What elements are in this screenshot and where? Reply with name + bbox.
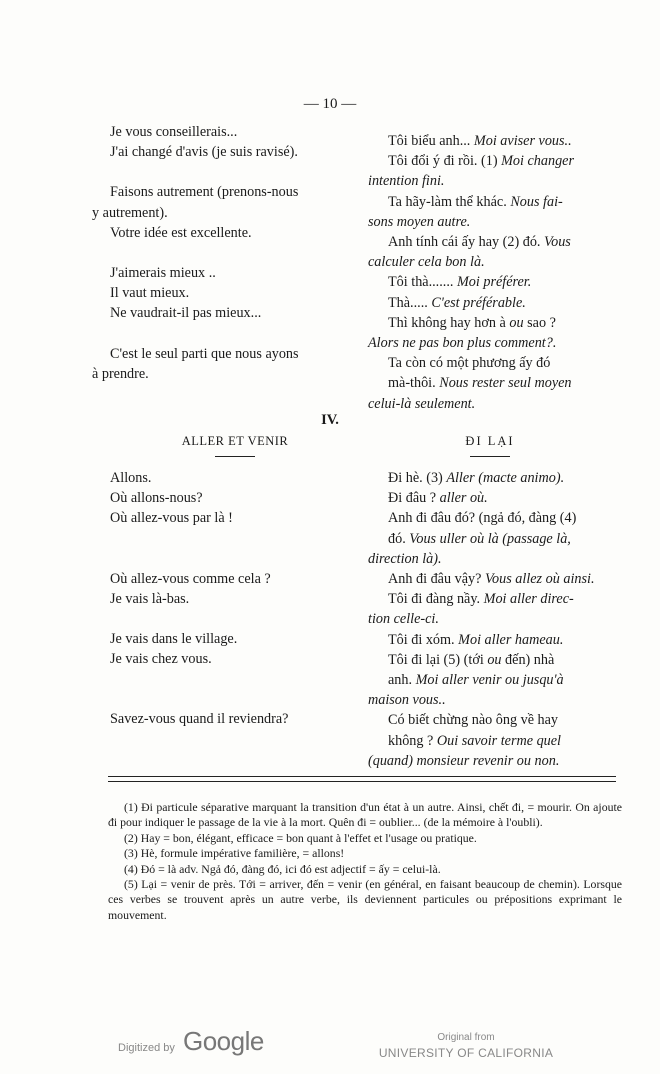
vietnamese-text: Anh tính cái ấy hay (2) đó. (388, 234, 545, 251)
french-line (110, 243, 360, 263)
french-line (110, 324, 360, 344)
vietnamese-line (368, 609, 620, 629)
footnote-4: (4) Đó = là adv. Ngả đó, đàng đó, ici đó est adjectif = ấy = celui-là. (124, 861, 441, 876)
section1-vietnamese-column (368, 131, 620, 414)
header-french (150, 434, 320, 457)
vietnamese-line (368, 353, 620, 373)
french-line: Faisons autrement (prenons-nous (110, 184, 299, 201)
french-line (110, 549, 360, 569)
french-gloss: Moi aviser vous.. (473, 133, 572, 149)
french-gloss: Moi aller venir ou jusqu'à (415, 672, 564, 689)
french-gloss: aller où. (439, 490, 488, 507)
french-line: C'est le seul parti que nous ayons (110, 345, 299, 362)
section2-french-column (110, 468, 360, 730)
french-line (110, 529, 360, 549)
header-vietnamese (420, 434, 560, 457)
footnote-2: (2) Hay = bon, élégant, efficace = bon quant à l'effet et l'usage ou pratique. (124, 830, 477, 845)
vietnamese-text: Tôi đi đàng nầy. (388, 591, 484, 608)
french-line: Je vais là-bas. (110, 590, 190, 607)
french-line (110, 162, 360, 182)
vietnamese-text: không ? (388, 732, 437, 749)
french-line: Allons. (110, 470, 152, 486)
vietnamese-text: mà-thôi. (388, 375, 440, 392)
french-gloss: Vous allez où ainsi. (484, 571, 595, 588)
french-line: Où allez-vous par là ! (110, 510, 233, 527)
french-gloss: intention fini. (368, 173, 445, 190)
university-label: UNIVERSITY OF CALIFORNIA (378, 1046, 554, 1060)
vietnamese-line (368, 232, 620, 252)
footnote-1: (1) Đi particule séparative marquant la transition d'un état à un autre. Ainsi, chết đi, = mourir. On ajoute đi pour indiquer le passage de la vie à la mort. Quên đi = oublier... (de la mémoire à l'oubli). (108, 800, 622, 830)
vietnamese-text: anh. (388, 672, 416, 689)
header-french-label: ALLER ET VENIR (181, 434, 289, 448)
vietnamese-text: Tôi đi xóm. (388, 631, 459, 648)
page-number: — 10 — (303, 96, 357, 112)
vietnamese-line (368, 293, 620, 313)
french-gloss: Aller (macte animo). (446, 470, 565, 486)
vietnamese-text: Thà..... (388, 294, 432, 311)
french-gloss: (quand) monsieur revenir ou non. (368, 752, 560, 769)
vietnamese-line (368, 549, 620, 569)
french-line: Je vais chez vous. (110, 651, 212, 668)
footnotes (108, 800, 622, 923)
vietnamese-text: Ta hãy-làm thể khác. (388, 193, 511, 210)
header-rule-right (470, 456, 510, 457)
french-gloss: maison vous.. (368, 692, 446, 709)
french-gloss: sons moyen autre. (368, 213, 471, 230)
google-logo: Google (183, 1026, 264, 1056)
vietnamese-text: Tôi biểu anh... (388, 133, 474, 149)
vietnamese-line (368, 252, 620, 272)
vietnamese-line (368, 650, 620, 670)
header-rule-left (215, 456, 255, 457)
french-line (110, 609, 360, 629)
vietnamese-line (368, 508, 620, 528)
vietnamese-line (368, 731, 620, 751)
vietnamese-line (368, 690, 620, 710)
french-line: J'ai changé d'avis (je suis ravisé). (110, 144, 298, 161)
french-gloss: celui-là seulement. (368, 395, 476, 412)
footnote-rule (108, 776, 616, 777)
french-gloss: Vous (544, 234, 571, 251)
vietnamese-text: Anh đi đâu đó? (ngả đó, đàng (4) (388, 510, 577, 527)
vietnamese-line (368, 171, 620, 191)
vietnamese-line (368, 710, 620, 730)
french-line: Je vous conseillerais... (110, 124, 238, 140)
french-line: Où allons-nous? (110, 490, 203, 507)
french-line (110, 669, 360, 689)
vietnamese-line (368, 529, 620, 549)
vietnamese-line (368, 751, 620, 771)
french-line: Votre idée est excellente. (110, 224, 252, 241)
vietnamese-line (368, 569, 620, 589)
french-line: Ne vaudrait-il pas mieux... (110, 305, 262, 322)
vietnamese-line (368, 212, 620, 232)
vietnamese-text: Đi đâu ? (388, 490, 440, 507)
vietnamese-text: Thì không hay hơn à (388, 314, 510, 331)
french-line (110, 689, 360, 709)
vietnamese-text: Tôi đổi ý đi rồi. (1) (388, 153, 502, 170)
french-gloss: Vous uller où là (passage là, (409, 530, 571, 547)
vietnamese-line (368, 313, 620, 333)
vietnamese-line (368, 589, 620, 609)
section-number: IV. (321, 412, 339, 428)
french-gloss: Moi préférer. (456, 274, 532, 291)
vietnamese-text: đến) nhà (501, 651, 555, 668)
french-gloss: Nous rester seul moyen (439, 375, 572, 392)
french-gloss: Oui savoir terme quel (436, 732, 561, 749)
vietnamese-line (368, 630, 620, 650)
french-gloss: ou (487, 651, 502, 668)
vietnamese-line (368, 373, 620, 393)
vietnamese-text: đó. (388, 530, 410, 547)
french-line: Je vais dans le village. (110, 631, 238, 648)
vietnamese-line (368, 131, 620, 151)
french-gloss: calculer cela bon là. (368, 254, 485, 271)
french-line: Savez-vous quand il reviendra? (110, 711, 289, 728)
vietnamese-text: Có biết chừng nào ông về hay (388, 712, 559, 729)
vietnamese-line (368, 488, 620, 508)
french-gloss: Moi aller hameau. (458, 631, 564, 648)
vietnamese-line (368, 192, 620, 212)
vietnamese-line (368, 394, 620, 414)
original-from-label: Original from (437, 1032, 495, 1043)
section2-vietnamese-column (368, 468, 620, 771)
vietnamese-text: Anh đi đâu vậy? (388, 571, 485, 588)
header-vietnamese-label: ĐI LẠI (465, 434, 515, 448)
french-gloss: tion celle-ci. (368, 611, 439, 628)
french-gloss: Nous fai- (510, 193, 563, 210)
french-line: Il vaut mieux. (110, 285, 190, 302)
vietnamese-line (368, 670, 620, 690)
footnote-rule-2 (108, 781, 616, 782)
french-gloss: Moi aller direc- (483, 591, 574, 608)
vietnamese-text: Ta còn có một phương ấy đó (388, 355, 551, 372)
french-line: y autrement). (92, 204, 168, 221)
vietnamese-line (368, 151, 620, 171)
french-gloss: Moi changer (501, 153, 574, 170)
french-gloss: ou (509, 314, 524, 331)
french-line: J'aimerais mieux .. (110, 265, 216, 282)
french-gloss: Alors ne pas bon plus comment?. (368, 335, 557, 352)
vietnamese-line (368, 468, 620, 488)
digitized-by-label: Digitized by (118, 1042, 175, 1054)
section1-french-column (92, 122, 360, 384)
footnote-3: (3) Hè, formule impérative familière, = allons! (124, 846, 345, 861)
french-line: à prendre. (92, 365, 149, 382)
vietnamese-text: Đi hè. (3) (388, 470, 447, 486)
french-line: Où allez-vous comme cela ? (110, 570, 271, 587)
vietnamese-text: sao ? (523, 314, 556, 331)
footnote-5: (5) Lại = venir de près. Tới = arriver, đến = venir (en général, en faisant beaucoup de chemin). Lorsque ces verbes se trouvent après un autre verbe, ils deviennent particules ou prépositions exprimant le mouvement. (108, 877, 622, 922)
vietnamese-text: Tôi đi lại (5) (tới (388, 651, 488, 668)
french-gloss: direction là). (368, 550, 442, 567)
french-gloss: C'est préférable. (431, 294, 526, 311)
vietnamese-line (368, 272, 620, 292)
vietnamese-text: Tôi thà....... (388, 274, 457, 291)
vietnamese-line (368, 333, 620, 353)
